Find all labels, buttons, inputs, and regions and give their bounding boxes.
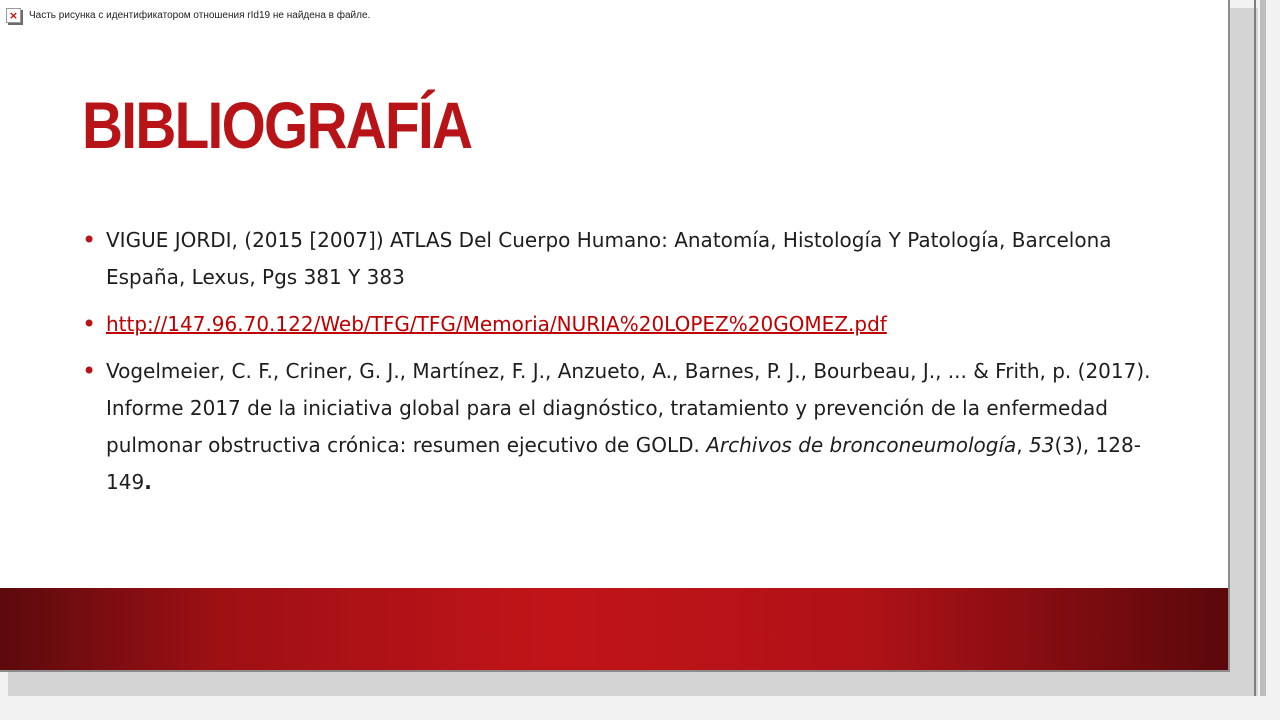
separator: , [1016, 433, 1030, 457]
reference-text: Vogelmeier, C. F., Criner, G. J., Martínez, F. J., Anzueto, A., Barnes, P. J., Bourbeau, J., ... & Frith, p. (2017). Informe 2017 de la iniciativa global para el diagnóstico, tratamiento y prevención de la enfermedad pulmonar obstructiva crónica: resumen ejecutivo de GOLD. [106, 359, 1151, 457]
bullet: • [82, 310, 97, 338]
reference-list [82, 222, 1157, 511]
window-edge [1260, 0, 1266, 696]
reference-text: VIGUE JORDI, (2015 [2007]) ATLAS Del Cuerpo Humano: Anatomía, Histología Y Patología, Barcelona España, Lexus, Pgs 381 Y 383 [106, 228, 1112, 289]
journal-volume: 53 [1029, 433, 1055, 457]
reference-item-2 [82, 306, 1157, 343]
issue-pages: (3), 128-149 [106, 433, 1141, 494]
footer-band [0, 588, 1228, 670]
reference-end: . [144, 470, 152, 494]
bullet: • [82, 226, 97, 254]
bullet: • [82, 357, 97, 385]
journal-name: Archivos de bronconeumología [706, 433, 1017, 457]
window-edge-line [1254, 0, 1256, 696]
reference-link[interactable]: http://147.96.70.122/Web/TFG/TFG/Memoria/NURIA%20LOPEZ%20GOMEZ.pdf [106, 312, 887, 336]
missing-image-placeholder [6, 5, 370, 25]
reference-item-1 [82, 222, 1157, 296]
slide-title: BIBLIOGRAFÍA [82, 88, 472, 162]
missing-image-message: Часть рисунка с идентификатором отношения rId19 не найдена в файле. [29, 9, 371, 21]
broken-image-icon: × [6, 8, 21, 23]
reference-item-3 [82, 353, 1157, 501]
